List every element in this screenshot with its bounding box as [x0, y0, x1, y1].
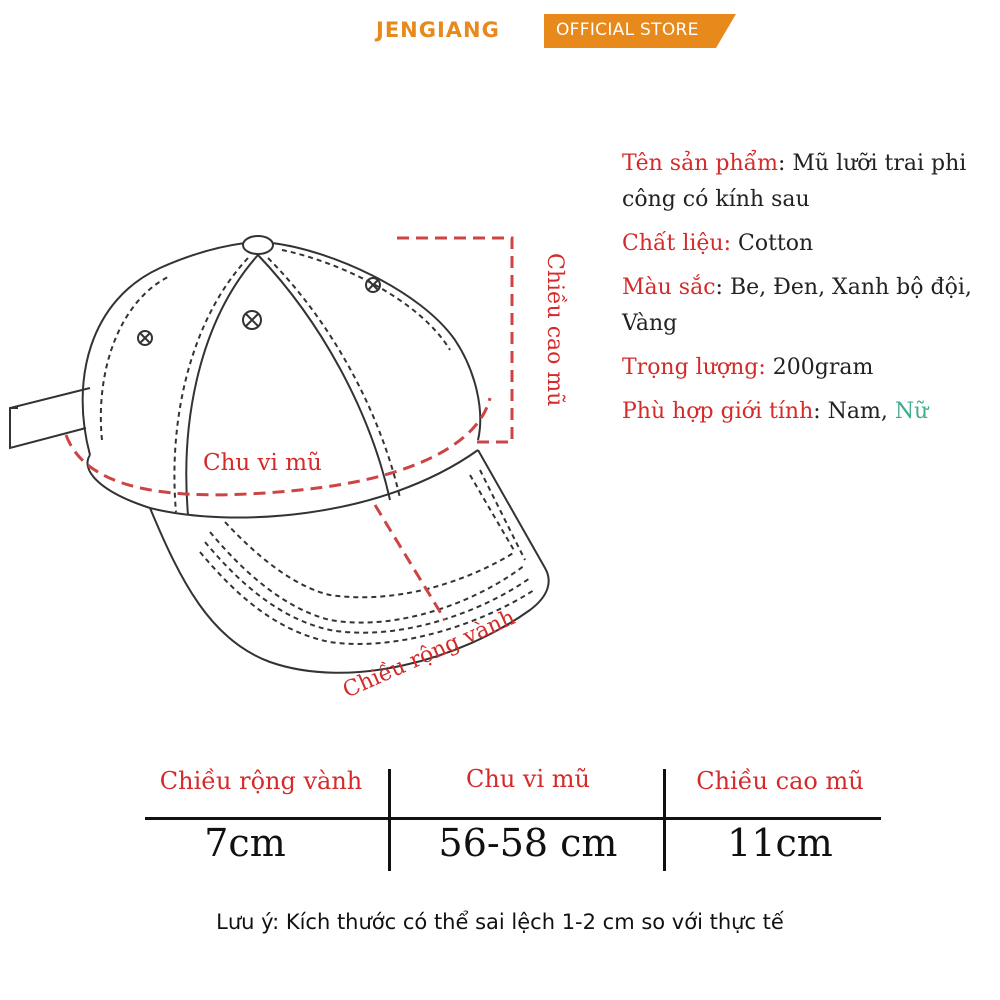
spec-weight: [622, 350, 992, 386]
size-header-height: Chiều cao mũ: [696, 767, 864, 795]
spec-value-female: Nữ: [894, 399, 929, 424]
spec-colors: [622, 270, 992, 342]
spec-key: Phù hợp giới tính: [622, 399, 814, 424]
spec-key: Màu sắc: [622, 275, 716, 300]
size-note: Lưu ý: Kích thước có thể sai lệch 1-2 cm so với thực tế: [216, 910, 784, 934]
spec-value: : Be, Đen, Xanh bộ đội, Vàng: [622, 275, 972, 336]
circumference-label: Chu vi mũ: [203, 450, 322, 476]
spec-value: : Mũ lưỡi trai phi công có kính sau: [622, 151, 967, 212]
measurement-guides: [66, 238, 512, 620]
size-value-brim: 7cm: [204, 821, 286, 865]
brand-logo: JENGIANG: [376, 18, 500, 42]
spec-gender: [622, 394, 992, 430]
brim-width-guide: [375, 505, 445, 620]
spec-key: Chất liệu:: [622, 231, 731, 256]
size-header-circumference: Chu vi mũ: [466, 765, 590, 793]
size-header-brim: Chiều rộng vành: [159, 767, 363, 795]
size-table: [145, 765, 885, 875]
spec-key: Trọng lượng:: [622, 355, 766, 380]
spec-value: 200gram: [765, 355, 874, 380]
height-label: Chiều cao mũ: [542, 253, 567, 407]
spec-value: Cotton: [731, 231, 814, 256]
product-specs: [622, 146, 992, 438]
spec-value: : Nam,: [813, 399, 895, 424]
spec-material: [622, 226, 992, 262]
size-value-circumference: 56-58 cm: [438, 821, 618, 865]
table-divider-horizontal: [145, 817, 881, 820]
eyelets: [138, 278, 380, 345]
official-store-label: OFFICIAL STORE: [556, 20, 699, 40]
spec-key: Tên sản phẩm: [622, 151, 778, 176]
brim-width-label: Chiều rộng vành: [339, 605, 520, 704]
size-value-height: 11cm: [727, 821, 833, 865]
spec-product-name: [622, 146, 992, 218]
